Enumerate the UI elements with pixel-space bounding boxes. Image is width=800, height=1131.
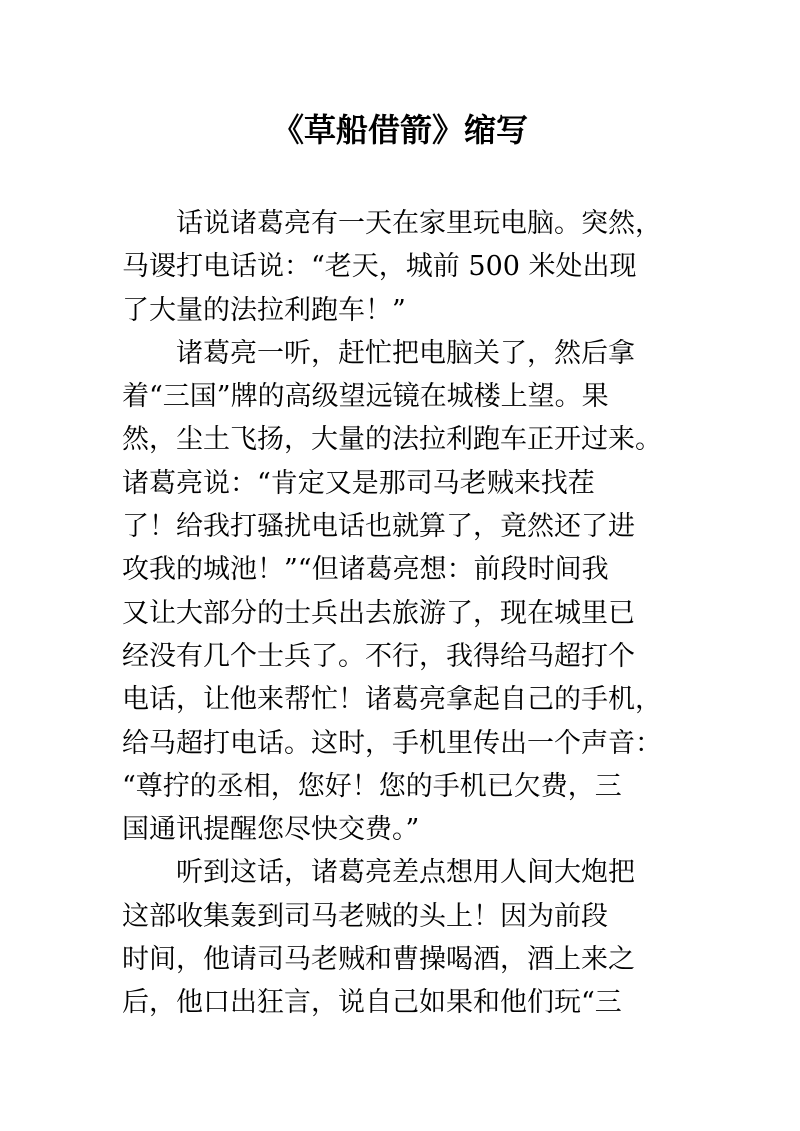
- text-line: 诸葛亮一听，赶忙把电脑关了，然后拿: [122, 337, 635, 369]
- text-line: 马谡打电话说：“老天，城前 500 米处出现: [122, 251, 637, 283]
- text-line: 给马超打电话。这时，手机里传出一个声音：: [122, 727, 662, 759]
- text-line: 然，尘土飞扬，大量的法拉利跑车正开过来。: [122, 424, 662, 456]
- text-line: 了大量的法拉利跑车！”: [122, 294, 406, 326]
- text-line: 听到这话，诸葛亮差点想用人间大炮把: [122, 857, 635, 889]
- text-line: 后，他口出狂言，说自己如果和他们玩“三: [122, 987, 622, 1019]
- text-line: 着“三国”牌的高级望远镜在城楼上望。果: [122, 381, 609, 413]
- text-line: 时间，他请司马老贼和曹操喝酒，酒上来之: [122, 944, 635, 976]
- document-body: [122, 202, 687, 1025]
- text-line: 经没有几个士兵了。不行，我得给马超打个: [122, 640, 635, 672]
- text-line: 电话，让他来帮忙！诸葛亮拿起自己的手机，: [122, 684, 662, 716]
- document-title: 《草船借箭》缩写: [271, 111, 528, 149]
- text-line: 国通讯提醒您尽快交费。”: [122, 814, 420, 846]
- text-line: 话说诸葛亮有一天在家里玩电脑。突然，: [122, 208, 662, 239]
- text-line: 这部收集轰到司马老贼的头上！因为前段: [122, 900, 608, 932]
- text-line: “尊拧的丞相，您好！您的手机已欠费，三: [122, 770, 622, 802]
- text-line: 了！给我打骚扰电话也就算了，竟然还了进: [122, 511, 635, 543]
- text-line: 又让大部分的士兵出去旅游了，现在城里已: [122, 597, 635, 629]
- text-line: 诸葛亮说：“肯定又是那司马老贼来找茬: [122, 467, 595, 499]
- text-line: 攻我的城池！”“但诸葛亮想：前段时间我: [122, 554, 609, 586]
